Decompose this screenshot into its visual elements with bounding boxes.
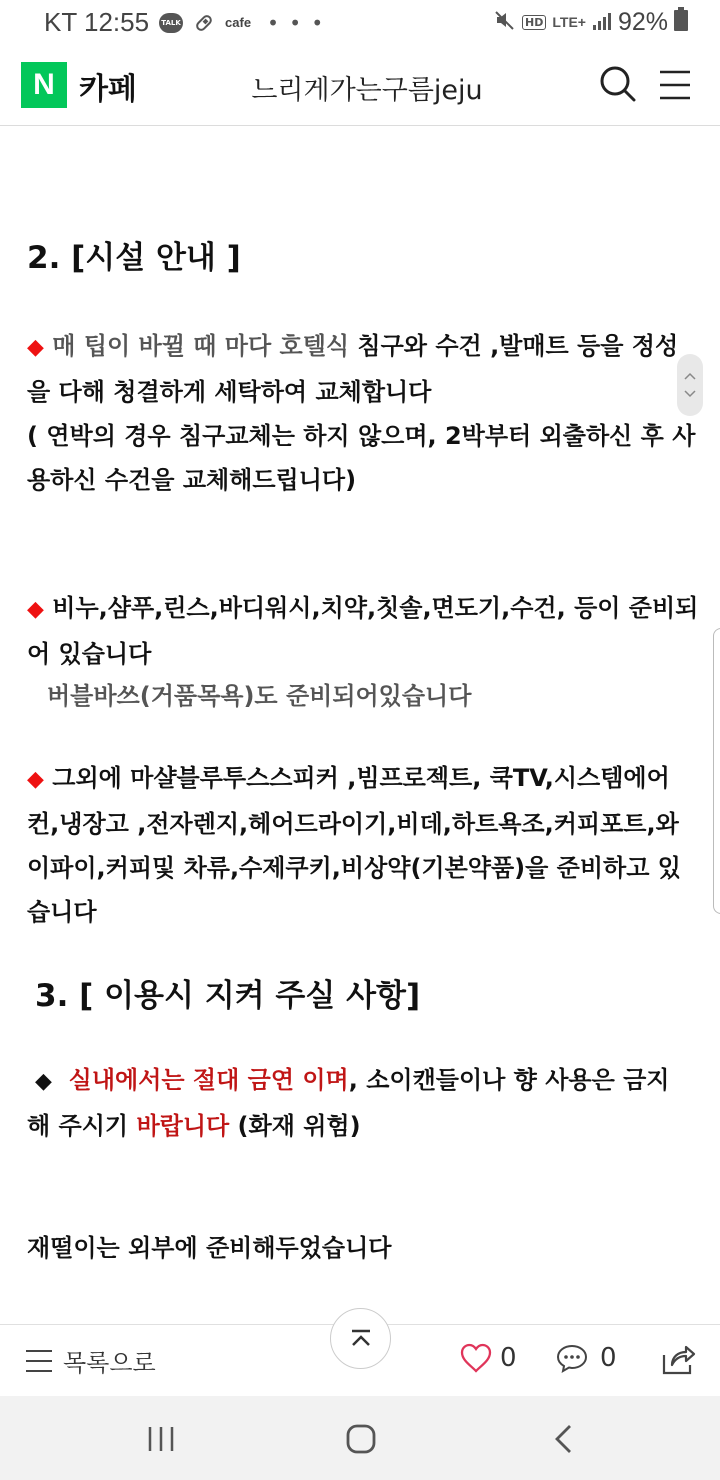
status-time: KT 12:55	[44, 7, 150, 37]
share-button[interactable]	[660, 1341, 696, 1377]
scroll-top-icon	[349, 1329, 373, 1349]
scroll-handle[interactable]	[677, 354, 703, 416]
like-count: 0	[500, 1343, 517, 1373]
comment-icon	[556, 1343, 588, 1373]
battery-icon	[674, 7, 688, 37]
back-button[interactable]	[552, 1424, 576, 1454]
home-icon	[346, 1424, 376, 1454]
paragraph-no-smoking	[27, 1058, 687, 1148]
diamond-bullet-icon: ◆	[35, 1069, 52, 1094]
search-button[interactable]	[598, 64, 638, 104]
mute-icon	[494, 8, 516, 37]
network-type: LTE+	[552, 14, 586, 30]
diamond-bullet-icon: ◆	[27, 597, 44, 622]
share-icon	[660, 1341, 696, 1377]
back-to-list-button[interactable]	[25, 1343, 156, 1378]
battery-percent: 92%	[617, 7, 668, 36]
linen-highlight: 매 팁이 바뀔 때 마다 호텔식	[43, 332, 350, 360]
comment-count: 0	[600, 1343, 617, 1373]
pill-icon	[193, 12, 215, 34]
kakaotalk-icon: TALK	[159, 13, 183, 33]
comment-button[interactable]	[556, 1343, 617, 1373]
status-left	[44, 7, 325, 38]
request-highlight: 바랍니다	[136, 1112, 230, 1140]
no-smoking-highlight: 실내에서는 절대 금연 이며	[68, 1066, 349, 1094]
app-header	[0, 44, 720, 126]
no-smoking-text: , 소이캔들이나 향 사용은 금지해 주시기	[27, 1066, 670, 1140]
section-heading-facilities: 2. [시설 안내 ]	[27, 240, 241, 276]
scroll-to-top-button[interactable]	[330, 1308, 391, 1369]
chevron-down-icon	[684, 390, 696, 398]
naver-logo[interactable]: N	[21, 62, 67, 108]
paragraph-ashtray: 재떨이는 외부에 준비해두었습니다	[27, 1234, 392, 1262]
heart-icon	[460, 1343, 492, 1373]
paragraph-equipment	[27, 756, 699, 934]
back-to-list-label: 목록으로	[63, 1349, 156, 1377]
search-icon	[598, 64, 638, 104]
paragraph-amenities	[27, 586, 699, 676]
cafe-home-link[interactable]: 카페	[79, 72, 137, 107]
signal-icon	[592, 8, 612, 37]
equipment-text: 그외에 마샬블루투스스피커 ,빔프로젝트, 쿡TV,시스템에어컨,냉장고 ,전자렌지,헤어드라이기,비데,하트욕조,커피포트,와이파이,커피및 차류,수제쿠키,비상약(기본약품)을 준비하고 있습니다	[27, 764, 681, 926]
amenities-bubble-bath: 버블바쓰(거품목욕)도 준비되어있습니다	[47, 682, 472, 710]
linen-note: ( 연박의 경우 침구교체는 하지 않으며, 2박부터 외출하신 후 사용하신 수건을 교체해드립니다)	[27, 422, 696, 494]
section-heading-rules: 3. [ 이용시 지켜 주실 사항]	[35, 978, 421, 1014]
list-icon	[25, 1348, 53, 1374]
recent-apps-icon	[146, 1426, 176, 1452]
menu-icon	[658, 68, 692, 102]
home-button[interactable]	[346, 1424, 376, 1454]
fire-risk-text: (화재 위험)	[229, 1112, 361, 1140]
chevron-up-icon	[684, 372, 696, 380]
linen-text: 침구와 수건 ,발매트 등을 정성을 다해 청결하게 세탁하여 교체합니다	[27, 332, 679, 406]
cafe-notification-icon: cafe	[225, 15, 252, 30]
cafe-title[interactable]: 느리게가는구름jeju	[251, 75, 483, 106]
edge-panel-handle[interactable]	[713, 628, 720, 914]
more-notifications-icon: • • •	[267, 10, 326, 35]
menu-button[interactable]	[658, 68, 692, 102]
status-bar	[0, 0, 720, 44]
like-button[interactable]	[460, 1343, 517, 1373]
status-right	[494, 7, 688, 37]
system-navigation-bar	[0, 1396, 720, 1480]
hd-icon: HD	[522, 15, 546, 30]
diamond-bullet-icon: ◆	[27, 767, 44, 792]
diamond-bullet-icon: ◆	[27, 335, 44, 360]
back-icon	[552, 1424, 576, 1454]
paragraph-linen	[27, 324, 699, 502]
amenities-text: 비누,샴푸,린스,바디워시,치약,칫솔,면도기,수건, 등이 준비되어 있습니다	[27, 594, 699, 668]
recent-apps-button[interactable]	[146, 1426, 176, 1452]
